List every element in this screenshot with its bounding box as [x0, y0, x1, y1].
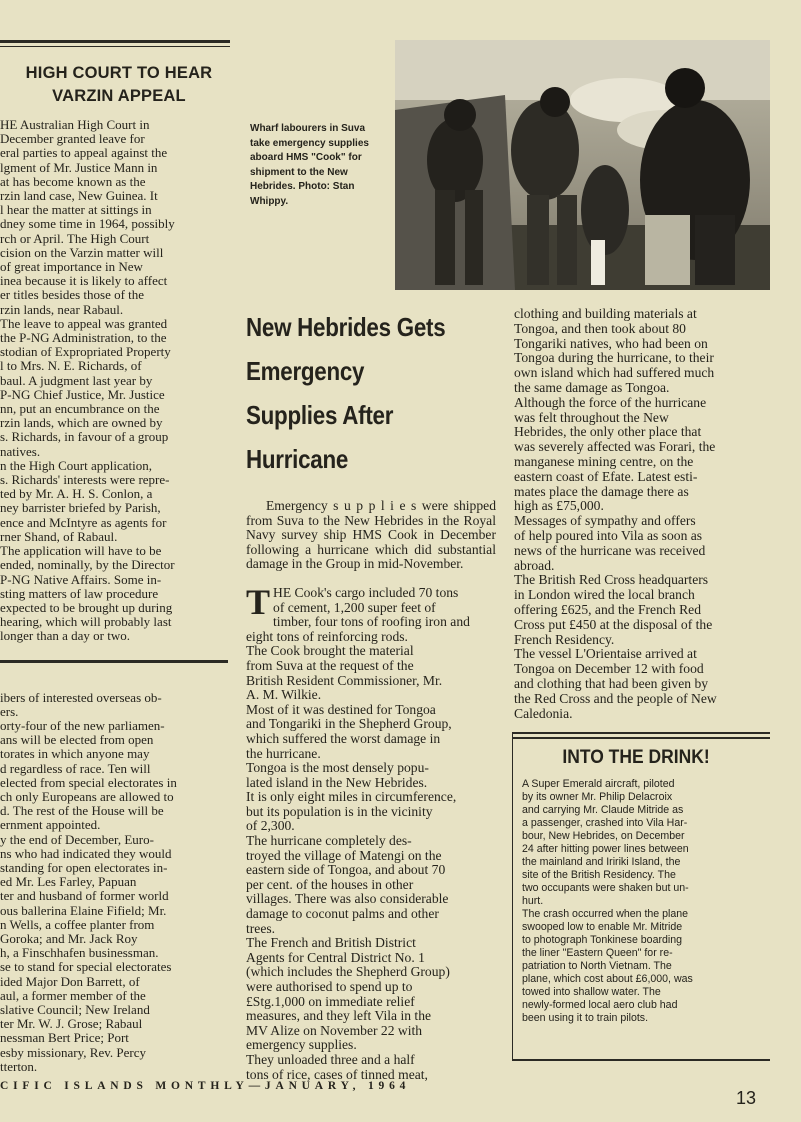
main-paragraph: They unloaded three and a half tons of rice, cases of tinned meat,: [246, 1051, 428, 1082]
photo-illustration: [395, 40, 770, 290]
drink-headline: INTO THE DRINK!: [562, 747, 710, 768]
continuation-paragraph: y the end of December, Euro- ns who had indicated they would standing for open electorates in- ed Mr. Les Farley, Papuan ter and husband of former world ous ballerina Elaine Fifield; Mr. n Wells, a coffee planter from Goroka; and Mr. Jack Roy h, a Finschhafen businessman. se to stand for special electorates ided Major Don Barrett, of aul, a former member of the slative Council; New Ireland ter Mr. W. J. Grose; Rabaul nessman Bert Price; Port esby missionary, Rev. Percy tterton.: [0, 831, 172, 1074]
main-paragraph: The French and British District Agents for Central District No. 1 (which includes the Shepherd Group) were authorised to spend up to £Stg.1,000 on immediate relief measures, and they left Vila in the MV Alize on November 22 with emergency supplies.: [246, 935, 450, 1053]
left-paragraph: The application will have to be ended, nominally, by the Director P-NG Native Affairs. Some in- sting matters of law procedure expected to be brought up during hearing, which will probably last longer than a day or two.: [0, 543, 175, 644]
right-paragraph: clothing and building materials at Tongoa, and then took about 80 Tongariki natives, who had been on Tongoa during the hurricane, to their own island which had suffered much the same damage as Tongoa.: [514, 306, 715, 395]
drink-paragraph: The crash occurred when the plane swooped low to enable Mr. Mitride to photograph Tonkinese boarding the liner "Eastern Queen" for re- patriation to North Vietnam. The plane, which cost about £6,000, was towed into shallow water. The newly-formed local aero club had been using it to train pilots.: [522, 908, 693, 1024]
first-paragraph-text: HE Cook's cargo included 70 tons of cement, 1,200 super feet of timber, four tons of roofing iron and eight tons of reinforcing rods.: [246, 584, 470, 644]
right-paragraph: The British Red Cross headquarters in London wired the local branch offering £625, and the French Red Cross put £450 at the disposal of the French Residency.: [514, 572, 713, 647]
section-divider: [0, 660, 228, 663]
right-paragraph: The vessel L'Orientaise arrived at Tongoa on December 12 with food and clothing that had been given by the Red Cross and the people of New Caledonia.: [514, 646, 717, 721]
main-paragraph: [246, 581, 496, 644]
main-lead: Emergency s u p p l i e s were shipped from Suva to the New Hebrides in the Royal Navy survey ship HMS Cook in December following a hurricane which did substantial damage in the Group in mid-November.: [246, 498, 496, 572]
left-paragraph: The leave to appeal was granted the P-NG Administration, to the stodian of Expropriated Property l to Mrs. N. E. Richards, of baul. A judgment last year by P-NG Chief Justice, Mr. Justice nn, put an encumbrance on the rzin lands, which are owned by s. Richards, in favour of a group natives.: [0, 315, 171, 459]
top-rule-thin: [0, 46, 230, 47]
page-number: 13: [736, 1088, 757, 1108]
left-column: [0, 54, 230, 1074]
left-paragraph: HE Australian High Court in December granted leave for eral parties to appeal against the lgment of Mr. Justice Mann in at has become known as the rzin land case, New Guinea. It l hear the matter at sittings in dney some time in 1964, possibly rch or April. The High Court cision on the Varzin matter will of great importance in New inea because it is likely to affect er titles besides those of the rzin lands, near Rabaul.: [0, 117, 175, 317]
main-headline: New Hebrides Gets Emergency Supplies After Hurricane: [246, 312, 446, 474]
box-rule-top: [512, 732, 770, 734]
drop-cap: T: [246, 581, 271, 622]
wharf-photo: [395, 40, 770, 290]
box-rule-left: [512, 732, 513, 1061]
left-paragraph: n the High Court application, s. Richards' interests were repre- ted by Mr. A. H. S. Conlon, a ney barrister briefed by Parish, ence and McIntyre as agents for rner Shand, of Rabaul.: [0, 457, 170, 544]
continuation-paragraph: ibers of interested overseas ob- ers.: [0, 689, 162, 719]
right-paragraph: Messages of sympathy and offers of help poured into Vila as soon as news of the hurricane was received abroad.: [514, 513, 706, 573]
top-rule: [0, 40, 230, 43]
drink-paragraph: A Super Emerald aircraft, piloted by its owner Mr. Philip Delacroix and carrying Mr. Claude Mitride as a passenger, crashed into Vila Har- bour, New Hebrides, on December 24 after hitting power lines between the mainland and Iririki Island, the site of the British Residency. The two occupants were shaken but un- hurt.: [522, 778, 689, 907]
box-rule-top-inner: [512, 737, 770, 739]
drink-box: [522, 744, 750, 1056]
right-column: [514, 306, 769, 721]
main-paragraph: The hurricane completely des- troyed the village of Matengi on the eastern side of Tongoa, and about 70 per cent. of the houses in other villages. There was also considerable damage to coconut palms and other trees.: [246, 833, 449, 936]
box-rule-bottom: [512, 1059, 770, 1061]
running-footer: CIFIC ISLANDS MONTHLY—JANUARY, 1964: [0, 1080, 411, 1092]
main-paragraph: Tongoa is the most densely popu- lated island in the New Hebrides. It is only eight miles in circumference, but its population is in the vicinity of 2,300.: [246, 760, 457, 834]
right-paragraph: Although the force of the hurricane was felt throughout the New Hebrides, the only other place that was severely affected was Forari, the manganese mining centre, on the eastern coast of Efate. Latest esti- mates place the damage there as high as £75,000.: [514, 394, 716, 514]
main-paragraph: Most of it was destined for Tongoa and Tongariki in the Shepherd Group, which suffered the worst damage in the hurricane.: [246, 701, 452, 761]
left-headline: HIGH COURT TO HEAR VARZIN APPEAL: [25, 64, 213, 105]
continuation-paragraph: orty-four of the new parliamen- ans will be elected from open torates in which anyone may d regardless of race. Ten will elected from special electorates in ch only Europeans are allowed to d. The rest of the House will be ernment appointed.: [0, 717, 177, 833]
photo-caption: Wharf labourers in Suva take emergency supplies aboard HMS "Cook" for shipment to the New Hebrides. Photo: Stan Whippy.: [250, 123, 369, 207]
main-paragraph: The Cook brought the material from Suva at the request of the British Resident Commissioner, Mr. A. M. Wilkie.: [246, 643, 443, 703]
middle-column: [246, 305, 496, 1082]
